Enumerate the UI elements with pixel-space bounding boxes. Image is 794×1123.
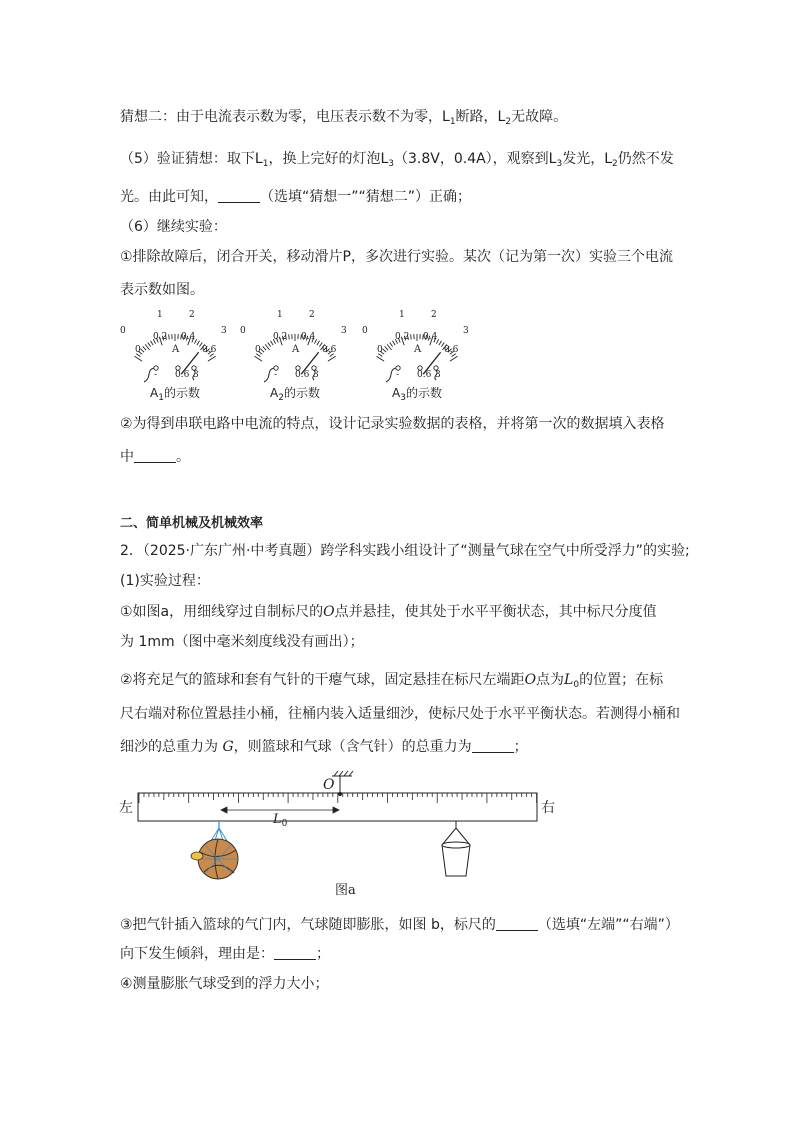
unit-label: A xyxy=(292,344,300,355)
hypothesis-two: 猜想二：由于电流表示数为零，电压表示数不为零，$L_1$断路，$L_2$无故障。 xyxy=(120,109,568,127)
scale-bottom-label: 0.4 xyxy=(423,332,438,342)
scale-top-label: 1 xyxy=(399,310,405,320)
pivot-label: O xyxy=(323,777,335,793)
q2-step-2: ②将充足气的篮球和套有气针的干瘪气球，固定悬挂在标尺左端距O点为$L_0$的位置；在标 xyxy=(120,672,664,690)
question-2-part-1: (1)实验过程： xyxy=(120,573,210,589)
q2-step-2-cont: 尺右端对称位置悬挂小桶，往桶内装入适量细沙，使标尺处于水平平衡状态。若测得小桶和 xyxy=(120,706,680,722)
answer-blank[interactable] xyxy=(496,916,538,931)
terminal-label: 3 xyxy=(193,370,199,380)
terminal-label: 3 xyxy=(313,370,319,380)
step-6-1: ①排除故障后，闭合开关，移动滑片P，多次进行实验。某次（记为第一次）实验三个电流 xyxy=(120,249,673,265)
scale-top-label: 3 xyxy=(341,326,347,336)
l0-label: $L_0$ xyxy=(273,812,288,829)
ammeter-caption: $A_3$的示数 xyxy=(392,386,442,403)
ceiling-support xyxy=(332,771,353,793)
scale-bottom-label: 0.2 xyxy=(153,332,168,342)
scale-bottom-label: 0.6 xyxy=(322,345,337,355)
left-end-label: 左 xyxy=(119,800,133,816)
scale-bottom-label: 0 xyxy=(255,345,261,355)
scale-bottom-label: 0 xyxy=(377,345,383,355)
unit-label: A xyxy=(414,344,422,355)
q2-step-1: ①如图a，用细线穿过自制标尺的O点并悬挂，使其处于水平平衡状态，其中标尺分度值 xyxy=(120,604,657,620)
terminal-label: - xyxy=(154,370,158,380)
terminal-label: 3 xyxy=(435,370,441,380)
scale-bottom-label: 0.2 xyxy=(273,332,288,342)
section-heading: 二、简单机械及机械效率 xyxy=(120,516,264,531)
scale-top-label: 3 xyxy=(463,326,469,336)
scale-bottom-label: 0.4 xyxy=(181,332,196,342)
ammeter-caption: $A_1$的示数 xyxy=(150,386,200,403)
step-6-heading: （6）继续实验： xyxy=(120,219,227,235)
scale-top-label: 0 xyxy=(240,326,246,336)
step-5-verify: （5）验证猜想：取下$L_1$，换上完好的灯泡$L_3(3.8V$，0.4A），观察到$L_3$发光，$L_2$仍然不发 xyxy=(120,151,674,169)
scale-bottom-label: 0.6 xyxy=(444,345,459,355)
scale-bottom-label: 0.2 xyxy=(395,332,410,342)
scale-top-label: 1 xyxy=(277,310,283,320)
right-end-label: 右 xyxy=(541,800,555,816)
q2-step-1-cont: 为 1mm（图中毫米刻度线没有画出）； xyxy=(120,634,364,650)
scale-top-label: 2 xyxy=(309,310,315,320)
scale-bottom-label: 0.6 xyxy=(202,345,217,355)
terminal-label: - xyxy=(274,370,278,380)
terminal-label: 0.6 xyxy=(295,370,310,380)
q2-step-3-cont: 向下发生倾斜，理由是： ； xyxy=(120,946,330,962)
q2-step-2-cont2: 细沙的总重力为 G，则篮球和气球（含气针）的总重力为 ； xyxy=(120,739,528,755)
step-5-conclusion: 光。由此可知， （选填“猜想一”“猜想二”）正确； xyxy=(120,189,472,205)
scale-top-label: 2 xyxy=(431,310,437,320)
scale-top-label: 0 xyxy=(120,326,126,336)
terminal-label: 0.6 xyxy=(417,370,432,380)
figure-a-caption: 图a xyxy=(335,883,356,898)
step-6-2-cont: 中 。 xyxy=(120,449,190,465)
scale-top-label: 2 xyxy=(189,310,195,320)
scale-top-label: 1 xyxy=(157,310,163,320)
scale-top-label: 3 xyxy=(221,326,227,336)
bucket xyxy=(442,821,470,876)
q2-step-3: ③把气针插入篮球的气门内，气球随即膨胀，如图 b，标尺的 （选填“左端”“右端”） xyxy=(120,917,679,933)
terminal-label: - xyxy=(396,370,400,380)
terminal-label: 0.6 xyxy=(175,370,190,380)
question-2-title: 2．（2025·广东广州·中考真题）跨学科实践小组设计了“测量气球在空气中所受浮力”的实验; xyxy=(120,543,690,559)
q2-step-4: ④测量膨胀气球受到的浮力大小； xyxy=(120,976,329,992)
step-6-2: ②为得到串联电路中电流的特点，设计记录实验数据的表格，并将第一次的数据填入表格 xyxy=(120,416,665,432)
basketball-with-balloon xyxy=(191,821,238,879)
pivot-point xyxy=(338,792,342,796)
ammeter-caption: $A_2$的示数 xyxy=(270,386,320,403)
scale-top-label: 0 xyxy=(362,326,368,336)
answer-blank[interactable] xyxy=(274,945,316,960)
unit-label: A xyxy=(172,344,180,355)
step-6-1-cont: 表示数如图。 xyxy=(120,282,204,298)
scale-bottom-label: 0 xyxy=(135,345,141,355)
scale-bottom-label: 0.4 xyxy=(301,332,316,342)
